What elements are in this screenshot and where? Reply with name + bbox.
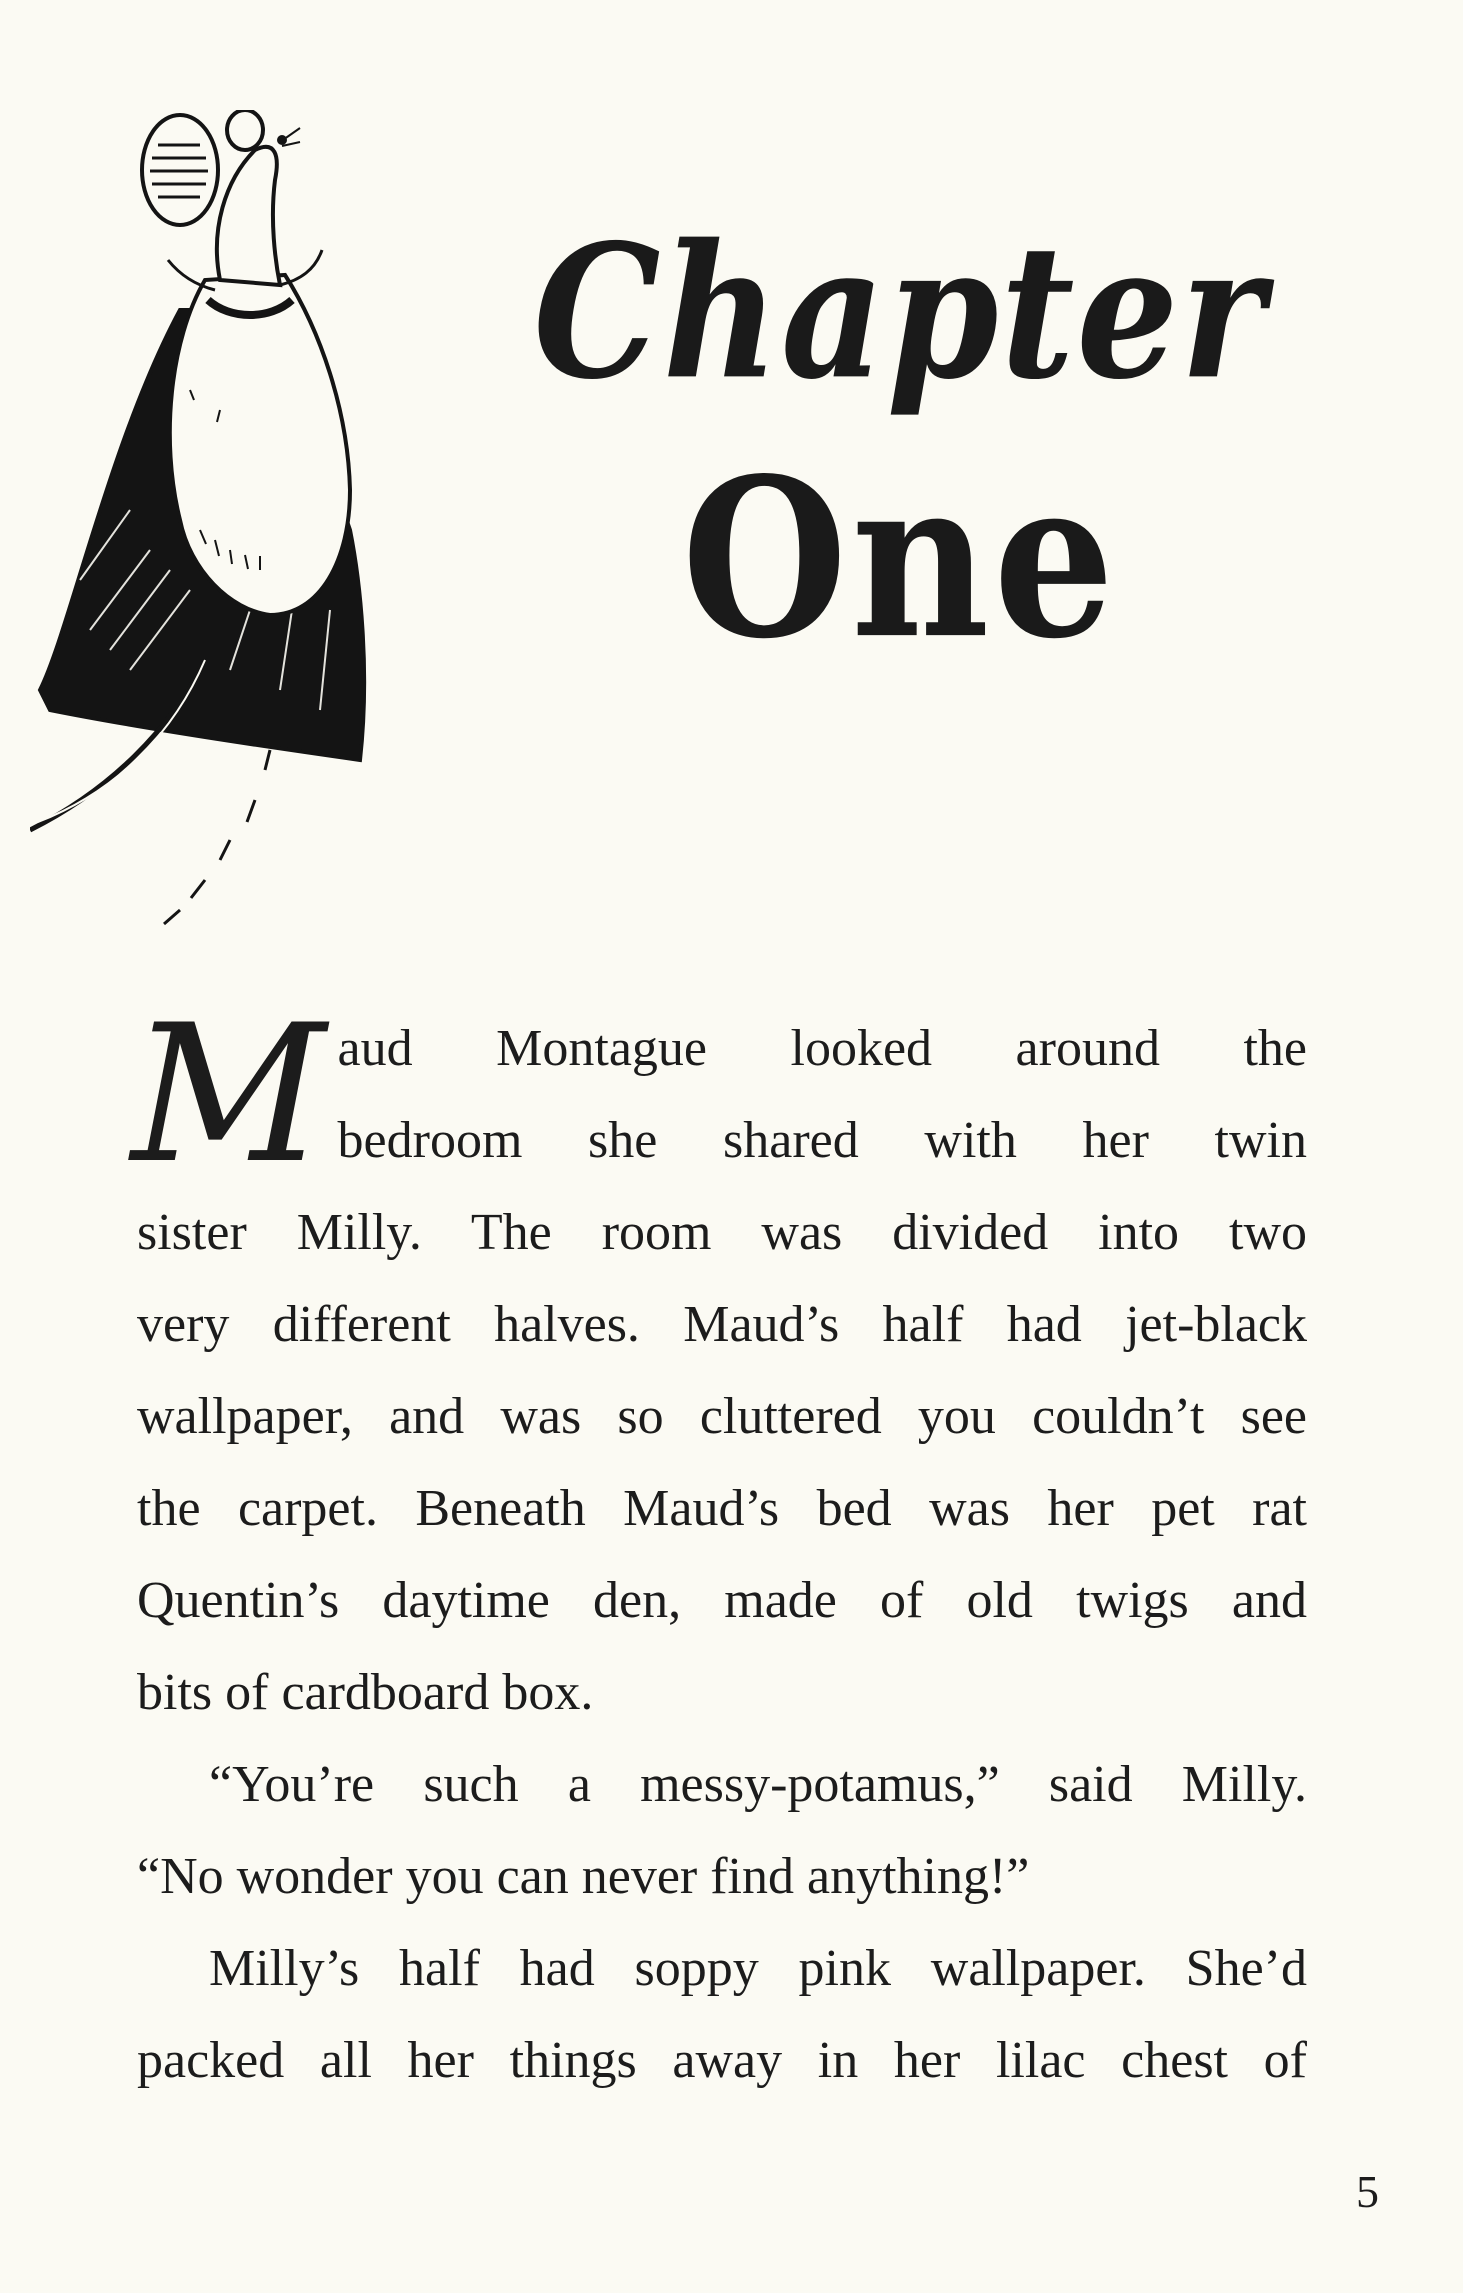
paragraph-1 (131, 984, 1307, 1739)
text-line: packed all her things away in her lilac chest of (137, 2032, 1307, 2089)
paragraph-2 (137, 1739, 1307, 1923)
text-line: wallpaper, and was so cluttered you couldn’t see (137, 1388, 1307, 1445)
text-line: the carpet. Beneath Maud’s bed was her pet rat (137, 1480, 1307, 1537)
drop-cap: M (131, 984, 326, 1205)
text-line: bedroom she shared with her twin (337, 1112, 1307, 1169)
text-line: aud Montague looked around the (337, 1020, 1307, 1077)
chapter-heading (470, 203, 1330, 687)
rat-in-cape-icon (30, 110, 450, 930)
text-line: Milly’s half had soppy pink wallpaper. She’d (209, 1940, 1307, 1997)
chapter-number: One (681, 430, 1119, 687)
text-line: “No wonder you can never find anything!” (137, 1848, 1030, 1905)
chapter-word: Chapter (533, 203, 1267, 421)
text-line: bits of cardboard box. (137, 1664, 594, 1721)
paragraph-3 (137, 1923, 1307, 2107)
text-line: “You’re such a messy-potamus,” said Milly. (209, 1756, 1307, 1813)
text-line: sister Milly. The room was divided into two (137, 1204, 1307, 1261)
text-line: Quentin’s daytime den, made of old twigs and (137, 1572, 1307, 1629)
body-text (131, 984, 1307, 2107)
text-line: very different halves. Maud’s half had jet-black (137, 1296, 1307, 1353)
page-number: 5 (1356, 2166, 1379, 2217)
